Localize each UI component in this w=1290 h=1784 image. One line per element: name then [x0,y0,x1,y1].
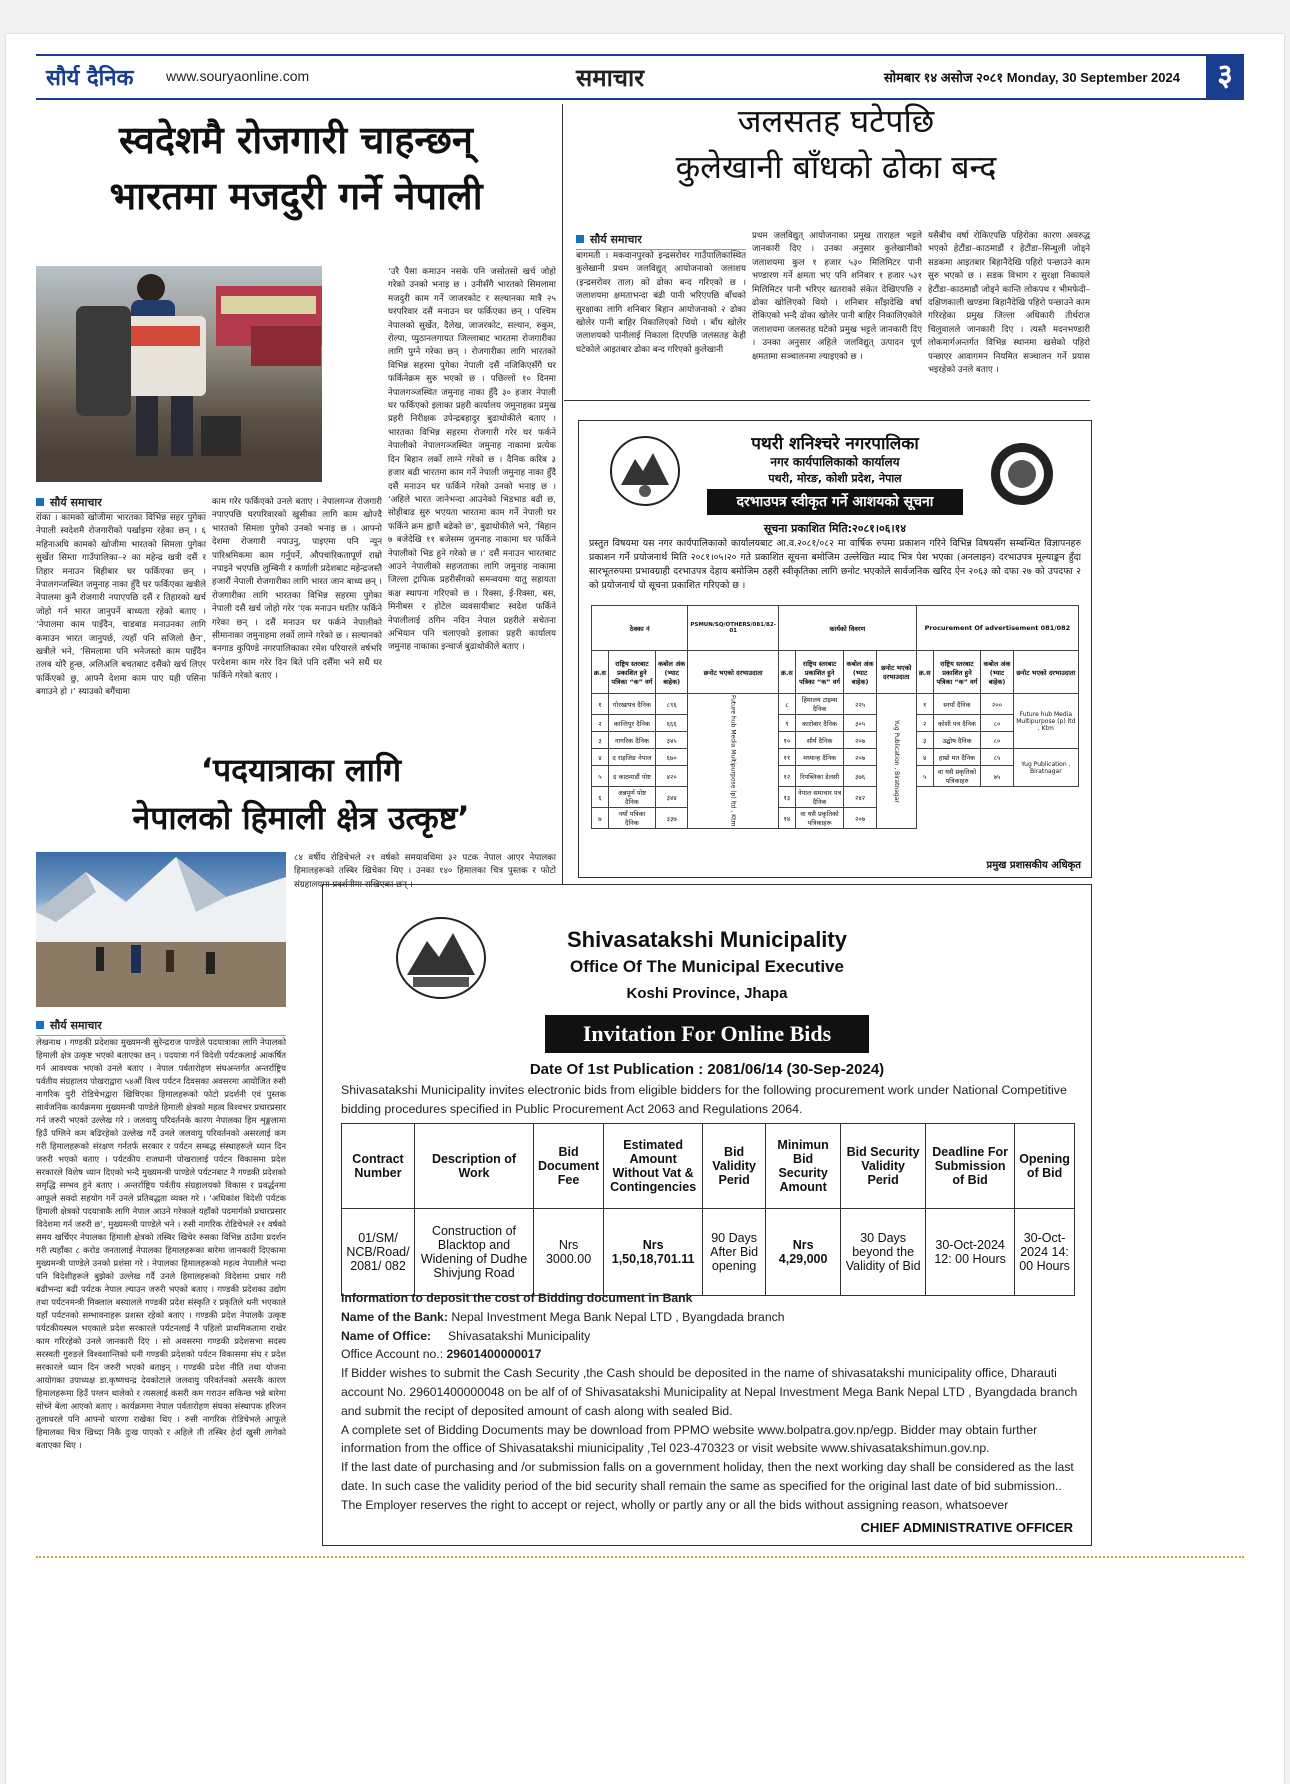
byline-text: सौर्य समाचार [50,496,102,509]
notice-en-intro: Shivasatakshi Municipality invites electronic bids from eligible bidders for the following procurement work under National Competitive bidding procedures specified in Public Procurement Act 2063 and Regulations 2064. [341,1083,1067,1116]
table-cell: २०७ [844,732,876,749]
employer-rights-paragraph: The Employer reserves the right to accept or reject, wholly or partly any or all the bids without assigning reason, whatsoever [341,1497,1009,1512]
table-header-cell: राष्ट्रिय स्तरबाट प्रकाशित हुने पत्रिका “क” वर्ग [608,651,655,694]
byline-text: सौर्य समाचार [50,1019,102,1032]
story1-headline-line1: स्वदेशमै रोजगारी चाहन्छन् [118,118,474,162]
table-header-cell: कबोल अंक (भ्याट बाहेक) [655,651,687,694]
story1-photo-illustration [36,266,322,482]
table-header-cell: Description of Work [415,1124,534,1209]
story3-photo-illustration [36,852,286,1007]
table-cell: कान्तिपुर दैनिक [608,715,655,732]
table-cell: द काठमाडौं पोष्ट [608,766,655,787]
table-cell: १ [592,694,609,715]
table-header-cell: राष्ट्रिय स्तरबाट प्रकाशित हुने पत्रिका “क” वर्ग [795,651,844,694]
table-header-cell: Bid Document Fee [534,1124,604,1209]
table-row [592,787,1079,808]
story1-column1: रांका । कामको खोजीमा भारतका विभिन्न सहर पुगेका नेपाली स्वदेशमै रोजगारीको पर्खाइमा रहेका छन् । ६ महिनाअघि कामको खोजीमा भारतको सिमला पुगेका सुर्खेत सिम्ता गाउँपालिका–२ का महेन्द्र खत्री दसैं र तिहार मनाउन बिहीबार घर फर्किएका छन् । नेपालगन्जस्थित जमुनाह नाका हुँदै घर फर्किएका खत्रीले नेपालमा कुनै रोजगारी नपाएपछि दसैं र तिहारको खर्च जोहो गर्न भारत जानुपर्ने बाध्यता रहेको बताए । ‘नेपालमा काम पाइँदैन, चाडबाड मनाउनका लागि कमाउन भारत जानुपर्छ, त्यहाँ पनि सजिलो छैन’, खत्रीले भने, ‘सिमलामा पनि भनेजस्तो काम पाइँदैन तलब थोरै हुन्छ, अलिअलि बचतबाट दसैंको खर्च लिएर फर्किएको छु, आफ्नै देशमा काम पाए यही पसिना बगाउने हो ।’ स्याउको बगैंचामा [36,513,206,698]
table-cell: कारोबार दैनिक [795,715,844,732]
table-cell: स्नयाँ दैनिक [933,694,981,715]
story3-headline-line1: ‘पदयात्राका लागि [200,751,402,789]
story2-column2: प्रथम जलविद्युत् आयोजनाका प्रमुख ताराहल भट्टले जानकारी दिए । उनका अनुसार कुलेखानीको जलाशयमा कुल १ हजार ५३० मिलिमिटर पानी भण्डारण गर्ने क्षमता भए पनि शनिबार १ हजार ५३१ मिलिमिटर पानी भरिएर खतराको संकेत देखिएपछि २ ढोका खोलिएको थियो । शनिबार साँझदेखि वर्षा रोकिएको भन्दै ढोका खोलेर पानी बाहिर निकालिएकोले जलाशयमा जलसतह घटेको प्रमुख भट्टले जानकारी दिए । उनका अनुसार अहिले जलविद्युत् उत्पादन पूर्ण क्षमतामा सञ्चालनमा ल्याइएको छ । [752,231,922,362]
table-header-cell: कबोल अंक (भ्याट बाहेक) [844,651,876,694]
table-cell: २ [916,715,933,732]
notice-en-office: Office Of The Municipal Executive [570,957,844,976]
table-cell: 30-Oct-2024 12: 00 Hours [926,1209,1015,1296]
story1-column2: काम गरेर फर्किएको उनले बताए । नेपालगन्ज रोजगारी नपाएपछि घरपरिवारको खुसीका लागि काम खोज्दै भारतको सिमला पुगेको उनको भनाइ छ । आफ्नो देशमा रोजगारी नपाउनु, पाइएमा पनि न्यून पारिश्रमिकमा काम गर्नुपर्ने, औपचारिकतापूर्ण राम्रो नपाइने भएपछि लुम्बिनी र कर्णाली प्रदेशबाट महेन्द्रजस्तै हजारौं नेपाली रोजगारीका लागि भारत जान बाध्य छन् । रोजगारीका लागि भारतका विभिन्न सहरमा पुगेका नेपाली दसैं खर्च जोहो गरेर ‘एक मनाउन घरतिर फर्किने गरेका छन् । दसैं मनाउन घर फर्कने नेपालीको सीमानाका जमुनाहमा लर्को लाग्ने गरेको छ । सल्यानको बनगाड कुपिण्डे नगरपालिकाका रमेश परियारले वर्षभरि परदेशमा काम गरेर दिन बिते पनि दसैँमा भने सधैं घर फर्किने गरेको बताए । [212,497,382,682]
notice-en-banner: Invitation For Online Bids [545,1015,869,1053]
byline-marker [36,1021,44,1029]
table-cell: २०७ [844,808,876,829]
notice-pathari [578,420,1092,878]
account-label: Office Account no.: [341,1347,444,1362]
table-header-cell: Contract Number [342,1124,415,1209]
table-cell: ४२० [655,766,687,787]
newspaper-page [6,34,1284,1784]
story2-headline-line1: जलसतह घटेपछि [737,102,935,140]
table-cell: १० [778,732,795,749]
table-header-cell: कार्यको विवरण [778,606,916,651]
notice-shivasatakshi [322,884,1092,1546]
table-cell: ३४४ [655,787,687,808]
table-cell: ३०५ [844,715,876,732]
table-cell: हिमालय टाइम्स दैनिक [795,694,844,715]
story2-byline [576,232,746,250]
table-cell: ७५ [981,766,1013,787]
masthead [36,54,1244,100]
story1-column3: ‘उरै पैसा कमाउन नसके पनि जसोतसो खर्च जोहो गरेको उनको भनाइ छ । उनीसँगै भारतको सिमलामा मजदुरी काम गर्ने जाजरकोट र सल्यानका मात्रै २५ घरपरिवार दसैं मनाउन घर फर्किएका छन् । पश्चिम नेपालको सुर्खेत, दैलेख, जाजरकोट, सल्यान, रुकुम, रोल्पा, प्युठानलगायत जिल्लाबाट भारतमा रोजगारीका लागि पुग्ने गरेका छन् । रोजगारीका लागि भारतको विभिन्न सहरमा पुगेका नेपाली दसैं नजिकिएसँगै घर फर्किनेक्रम सुरु भएको छ । पछिल्लो १० दिनमा नेपालगञ्जस्थित जमुनाह नाका हुँदै ३० हजार नेपाली घर फर्किएको इलाका प्रहरी कार्यालय जमुनाहका प्रमुख प्रहरी निरीक्षक उपेन्द्रबहादुर बुढाथोकीले बताए । भारतका विभिन्न सहरमा रोजगारी गरेर घर फर्कने नेपालीको नेपालगञ्जस्थित जमुनाह नाकामा प्रत्येक दिन बिहान लर्को लाग्ने गरेको छ । दैनिक करिब ३ हजार बढी भारतमा काम गर्ने नेपाली जमुनाह नाका हुँदै दसैं मनाउन घर फर्किने गरेको उनको भनाइ छ । ‘अहिले भारत जानेभन्दा आउनेको भिडभाड बढी छ, सोहीबाढ सुरु भएयता भारतमा काम गर्ने नेपाली घर फर्किने क्रम ह्वात्तै बढेको छ’, बुढाथोकीले भने, ‘बिहान ७ बजेदेखि ११ बजेसम्म जुमनाह नाकामा घर फर्किने नेपालीको भिड हुने गरेको छ ।’ दसैं मनाउन भारतबाट आउने नेपालीको सहजताका लागि जमुनाह नाकामा जिल्ला ट्राफिक प्रहरीसँगको समन्वयमा यातु सहायता कक्ष स्थापना गरिएको छ । रिक्सा, ई-रिक्सा, बस, मिनीबस र होटेल व्यवसायीबाट स्वदेश फर्किने नेपालीलाई ठगिन नदिन नेपाल प्रहरीले सचेतना अभियान पनि चलाएको इलाका प्रहरी कार्यालय जमुनाह नाकाका इन्चार्ज बुढाथोकीले बताए । [388,267,556,653]
table-cell: Yug Publication , Biratnagar [1013,749,1078,787]
table-cell: Nrs 4,29,000 [766,1209,841,1296]
table-row [592,732,1079,749]
table-header-cell: Opening of Bid [1015,1124,1075,1209]
story1-byline [36,495,206,513]
table-cell: १३ [778,787,795,808]
story3-photo-caption: ८४ वर्षीय रोडिचेभले २१ वर्षको समयावधिमा ३२ पटक नेपाल आएर नेपालका हिमालहरूको तस्बिर खिचेका थिए । उनका १४० हिमालका चित्र पुस्तक र फोटो संग्रहालयमा प्रदर्शनीमा राखिएका छन् । [294,853,556,890]
table-row [592,766,1079,787]
table-cell: नयाँ पत्रिका दैनिक [608,808,655,829]
notice-en-org: Shivasatakshi Municipality [567,927,847,952]
account-line [341,1345,1081,1364]
table-header-cell: क्र.स [916,651,933,694]
table-cell: २०७ [844,749,876,766]
table-cell: हाम्रो मत दैनिक [933,749,981,766]
story3-headline [66,746,536,842]
table-cell: ८० [981,715,1013,732]
office-name-line [341,1327,1081,1346]
table-cell: ३४५ [655,732,687,749]
bank-heading: Information to deposit the cost of Bidding document in Bank [341,1291,693,1305]
table-cell: १२ [778,766,795,787]
section-divider [564,400,1090,401]
bid-table [341,1123,1075,1296]
table-cell: ८५ [981,749,1013,766]
byline-marker [576,235,584,243]
table-row [592,715,1079,732]
page-number: ३ [1206,54,1244,98]
table-cell: ४ [916,749,933,766]
table-cell: ३७६ [844,766,876,787]
table-cell: ५ [916,766,933,787]
table-cell: ७ [592,808,609,829]
table-cell: द राइजिङ नेपाल [608,749,655,766]
table-cell: Construction of Blacktop and Widening of Dudhe Shivjung Road [415,1209,534,1296]
table-header-cell: Procurement Of advertisement 081/082 [916,606,1078,651]
section-title: समाचार [576,64,645,92]
story3-headline-line2: नेपालको हिमाली क्षेत्र उत्कृष्ट’ [132,799,470,837]
notice-np-banner: दरभाउपत्र स्वीकृत गर्ने आशयको सूचना [707,489,963,515]
table-cell: ४ [592,749,609,766]
table-cell: २०० [981,694,1013,715]
table-cell: वा यसै प्रकृतिको पत्रिकाहरू [795,808,844,829]
table-header-cell: Deadline For Submission of Bid [926,1124,1015,1209]
table-cell: ८ [778,694,795,715]
table-cell: वा यसै प्रकृतिको पत्रिकाहरु [933,766,981,787]
story3-byline [36,1018,286,1036]
table-cell: ६ [592,787,609,808]
table-row [592,694,1079,715]
office-name: Shivasatakshi Municipality [448,1328,591,1343]
table-cell: १ [916,694,933,715]
table-cell: नागरिक दैनिक [608,732,655,749]
table-header-cell: राष्ट्रिय स्तरबाट प्रकाशित हुने पत्रिका “क” वर्ग [933,651,981,694]
notice-en-address: Koshi Province, Jhapa [626,985,788,1002]
notice-np-org: पथरी शनिश्चरे नगरपालिका [751,434,919,454]
table-header-cell: छनोट भएको दरभाउदाता [876,651,916,694]
table-cell: कोशी पत्र दैनिक [933,715,981,732]
table-cell: 90 Days After Bid opening [703,1209,766,1296]
table-cell: १४ [778,808,795,829]
table-cell: अन्नपूर्ण पोष्ट दैनिक [608,787,655,808]
table-cell: 30-Oct-2024 14: 00 Hours [1015,1209,1075,1296]
table-header-cell: PSMUN/SQ/OTHERS/081/82-01 [688,606,779,651]
story1-headline-line2: भारतमा मजदुरी गर्ने नेपाली [109,174,483,218]
table-cell: रिपब्लिका डेलसी [795,766,844,787]
table-cell: ३३७ [655,808,687,829]
story2-headline-line2: कुलेखानी बाँधको ढोका बन्द [675,148,997,186]
table-cell: ६६६ [655,715,687,732]
table-cell: ३ [916,732,933,749]
story1-headline [36,112,556,224]
bank-name-line [341,1308,1081,1327]
bidding-docs-paragraph: A complete set of Bidding Documents may be download from PPMO website www.bolpatra.gov.np/egp. Bidder may obtain further information from the office of Shivasatakshi miunicipality ,Tel 023-470323 or visit website www.shivasatakshimun.gov.np. [341,1422,1038,1456]
table-header-row [342,1124,1075,1209]
table-row [342,1209,1075,1296]
table-cell: Nrs 3000.00 [534,1209,604,1296]
table-header-cell: Estimated Amount Without Vat & Contingencies [604,1124,703,1209]
byline-marker [36,498,44,506]
table-header-cell: ठेक्का नं [592,606,688,651]
issue-date: सोमबार १४ असोज २०८१ Monday, 30 September 2024 [884,70,1180,85]
table-cell: गोरखापत्र दैनिक [608,694,655,715]
bottom-rule [36,1556,1244,1560]
table-row [592,749,1079,766]
account-number: 29601400000017 [446,1347,542,1362]
table-cell: २२५ [844,694,876,715]
notice-np-table [591,605,1079,829]
table-cell: Future hub Media Multipurpose (p) ltd , Ktm [1013,694,1078,749]
notice-en-signature: CHIEF ADMINISTRATIVE OFFICER [860,1520,1073,1535]
story3-body: लेखनाथ । गण्डकी प्रदेशका मुख्यमन्त्री सुरेन्द्रराज पाण्डेले पदयात्राका लागि नेपालको हिमाली क्षेत्र उत्कृष्ट भएको बताएका छन् । पदयात्रा गर्न विदेशी पर्यटकलाई आकर्षित गर्न आवश्यक भएको उनले बताए । नेपाल पर्वतारोहण संघअन्तर्गत अन्तर्राष्ट्रिय पर्वतीय संग्रहालय पोखराद्वारा ५४औं विश्व पर्यटन दिवसका अवसरमा आयोजित रुसी नागरिक युरी रोडिचेभद्वारा खिचिएका हिमालहरूको फोटो प्रदर्शनी एवं पुस्तक सार्वजनिक कार्यक्रममा मुख्यमन्त्री पाण्डेले हिमाली क्षेत्रको महत्व विश्वभर प्रचारप्रसार गर्न जरुरी भएको उल्लेख गरे । जलवायु परिवर्तनके कारण नेपालका हिम शृङ्खलामा हिउँ पग्लिने कम बढिरहेको उल्लेख गर्दै उनले जलवायु परिवर्तनको असरलाई कम गरी हिमालहरूको संरक्षण गर्नतर्फ सरकार र पर्यटन सम्बद्ध संस्थाहरूले ध्यान दिन जरुरी भएको बताए । पर्यटकीय राजधानी पोखरालाई पर्यटन विकासमा प्रदेश सरकारले विशेष ध्यान दिएको भन्दै मुख्यमन्त्री पाण्डेले पर्यटनबाट नै गण्डकी प्रदेशको समृद्धि सम्भव हुने बताए । अन्तर्राष्ट्रिय पर्वतीय संग्रहालयको विकास र प्रवर्द्धनमा आफूले सक्दो सहयोग गर्ने उनले प्रतिबद्धता व्यक्त गरे । ‘अधिकांश विदेशी पर्यटक हिमाली क्षेत्रको पदयात्राकै लागि नेपाल आउने गरेकाले यहाँको पदमार्गको प्रचारप्रसार विदेशमा गर्न जरुरी छ’, मुख्यमन्त्री पाण्डेले भने । रुसी नागरिक रोडिचेभले २१ वर्षको समय खर्चिएर नेपालका हिमाली क्षेत्रको तस्बिर खिचेर रुसका विभिन्न ठाउँमा प्रदर्शन गरी त्यहाँका ८ करोड जनतालाई नेपालका हिमालहरूका बारेमा जानकारी दिएकामा मुख्यमन्त्री पाण्डेले उनको प्रशंसा गरे । नेपालका हिमालहरूको महत्व नेपालीले भन्दा पनि विदेशीहरूले बुझेको उल्लेख गर्दै उनले हिमालहरूको विदेशमा प्रचार गरी बढीभन्दा बढी पर्यटक नेपाल ल्याउन जरुरी भएको बताए । गण्डकी प्रदेशका उद्योग तथा पर्यटनमन्त्री मिक्लाल बस्यालले गण्डकी प्रदेश संस्कृति र प्रकृतिले धनी भएकाले यहाँ पर्यटनको सम्भावनाहरू प्रशस्त रहेको बताए । गण्डकी प्रदेश नेपालकै उत्कृष्ट पर्यटकीयस्थल भएकाले प्रदेश सरकारले पर्यटनलाई नै पहिलो प्राथमिकतामा राखेर काम गरिरहेको उनले जानकारी दिए । सो अवसरमा गण्डकी प्रदेशसभा सदस्य सरस्वती गुरुङले विश्वशान्तिको धनी गण्डकी प्रदेशको पर्यटन विकासमा संघ र प्रदेश सरकारले ध्यान दिन जरुरी भएको बताइन् । गण्डकी प्रदेश नीति तथा योजना आयोगका उपाध्यक्ष डा.कृष्णचन्द्र देवकोटाले जलवायु परिवर्तनको असरकै कारण हिमालहरूमा हिउँ पग्लन थालेको र त्यसलाई कसरी कम गराउन सकिन्छ भन्ने बारेमा सोच्ने बेला आएको बताए । कार्यक्रममा नेपाल पर्वतारोहण संघका संस्थापक हरिजन तुलाधरले पनि आफ्नो धारणा राखेका थिए । रुसी नागरिक रोडिचेभले आफूले हिमालका चित्र खिच्दा निकै दुःख पाएको र अहिले ती तस्बिर हेर्दा खुसी लागेको बताएका थिए । [36,1037,286,1450]
notice-en-pubdate: Date Of 1st Publication : 2081/06/14 (30-Sep-2024) [529,1061,885,1078]
table-subheader-row [592,651,1079,694]
table-header-cell: छनोट भएको दरभाउदाता [1013,651,1078,694]
bank-name: Nepal Investment Mega Bank Nepal LTD , Byangdada branch [451,1309,785,1324]
notice-np-office: नगर कार्यपालिकाको कार्यालय [770,455,900,469]
table-header-row [592,606,1079,651]
story2-column3: यसैबीच वर्षा रोकिएपछि पहिरोका कारण अवरुद्ध भएको हेटौंडा–काठमाडौं र हेटौंडा–सिन्धुली जोड्ने सडकमा आइतबार बिहानैदेखि पहिरो पन्छाउने काम सुरु भएको छ । सडक विभाग र सुरक्षा निकायले हेटौंडा–काठमाडौं जोड्ने कान्ति लोकपथ र भीमफेदी–दक्षिणकाली खण्डमा बिहानैदेखि पहिरो पन्छाउने काम गरिरहेका प्रमुख जिल्ला अधिकारी तीर्थराज चिलुवालले जानकारी दिए । त्यस्तै मदनभण्डारी लोकमार्गअन्तर्गत विभिन्न स्थानमा खसेको पहिरो पन्छाएर आवागमन नियमित सञ्चालन गर्ने प्रयास भइरहेको उनले बताए । [928,231,1090,376]
holiday-paragraph: If the last date of purchasing and /or submission falls on a government holiday, then the next working day shall be considered as the last date. In such case the validity period of the bid security shall remain the same as specified for the original last date of bid submission.. [341,1460,1074,1493]
table-cell: मध्यान्ह दैनिक [795,749,844,766]
table-cell: उद्घोष दैनिक [933,732,981,749]
table-cell: २ [592,715,609,732]
table-cell: २४२ [844,787,876,808]
table-header-cell: Bid Security Validity Perid [841,1124,926,1209]
byline-text: सौर्य समाचार [590,233,642,246]
story1-photo [36,266,322,482]
table-header-cell: कबोल अंक (भ्याट बाहेक) [981,651,1013,694]
table-cell: Nrs 1,50,18,701.11 [604,1209,703,1296]
table-cell: ९ [778,715,795,732]
table-cell: ३ [592,732,609,749]
story2-headline [606,98,1066,190]
notice-np-address: पथरी, मोरङ, कोशी प्रदेश, नेपाल [768,472,902,485]
table-header-cell: Minimun Bid Security Amount [766,1124,841,1209]
table-cell: ६७० [655,749,687,766]
notice-np-pubdate: सूचना प्रकाशित मिति:२०८१।०६।१४ [763,522,907,535]
office-name-label: Name of Office: [341,1328,432,1343]
story3-photo [36,852,286,1007]
table-cell: Yug Publication , Biratnagar [876,694,916,829]
cash-security-paragraph: If Bidder wishes to submit the Cash Security ,the Cash should be deposited in the name of shivasatakshi municipality office, Dharauti account No. 29601400000048 on be alf of of Shivasatakshi Municipality at Nepal Investment Mega Bank Nepal LTD , Byangdada branch and submit the recipt of deposited amount of cash along with sealed Bid. [341,1366,1078,1418]
story2-column1: बागमती । मकवानपुरको इन्द्रसरोवर गाउँपालिकास्थित कुलेखानी प्रथम जलविद्युत् आयोजनाको जलाशय (इन्द्रसरोवर ताल) को ढोका बन्द गरिएको छ । जलाशयमा क्षमताभन्दा बढी पानी भरिएपछि बाँधको सुरक्षाका लागि शनिबार बिहान आयोजनाको २ ढोका खोलेर पानी बाहिर निकालिएको थियो । बाँध खोलेर जलाशयको पानीलाई निकाला दिएपछि जलसतह केही घटेकोले आइतबार ढोका बन्द गरिएको कुलेखानी [576,251,746,355]
notice-np-signature: प्रमुख प्रशासकीय अधिकृत [986,860,1081,871]
table-header-cell: Bid Validity Perid [703,1124,766,1209]
table-cell: 01/SM/ NCB/Road/ 2081/ 082 [342,1209,415,1296]
table-header-cell: क्र.स [592,651,609,694]
table-cell: ५ [592,766,609,787]
table-cell: 30 Days beyond the Validity of Bid [841,1209,926,1296]
notice-np-body: प्रस्तुत विषयमा यस नगर कार्यपालिकाको कार्यालयबाट आ.व.२०८१/०८२ मा वार्षिक रुपमा प्रकाशन गरिने विभिन्न विषयसँग सम्बन्धित विज्ञापनहरु प्रकाशन गर्ने प्रयोजनार्थ मिति २०८१।०५।२० गते प्रकाशित सूचना बमोजिम उल्लेखित म्याद भित्र पेश भएका (अनलाइन) दरभाउपत्र मूल्याङ्कन हुँदा सारभूतरुपमा प्रभावग्राही दरभाउपत्र देहाय बमोजिम ठहरी स्वीकृतिका लागि छनोट भएकोले सार्वजनिक खरिद ऐन २०६३ को दफा २७ को उपदफा २ को प्रयोजनार्थ यो सूचना प्रकाशित गरिएको छ । [589,538,1081,591]
table-header-cell: क्र.स [778,651,795,694]
table-cell: ११ [778,749,795,766]
table-empty-cell [916,787,1078,808]
notice-en-details [341,1289,1081,1515]
table-cell: ८९६ [655,694,687,715]
table-cell: ८० [981,732,1013,749]
table-cell: सौर्य दैनिक [795,732,844,749]
website-url[interactable]: www.souryaonline.com [166,68,310,84]
column-divider [562,104,563,884]
table-header-cell: छनोट भएको दरभाउदाता [688,651,779,694]
table-row [592,808,1079,829]
bank-name-label: Name of the Bank: [341,1309,448,1324]
table-empty-cell [916,808,1078,829]
newspaper-brand: सौर्य दैनिक [46,66,134,91]
table-cell: नेपाल समाचार पत्र दैनिक [795,787,844,808]
table-cell: Future hub Media Multipurpose (p) ltd , Ktm [688,694,779,829]
